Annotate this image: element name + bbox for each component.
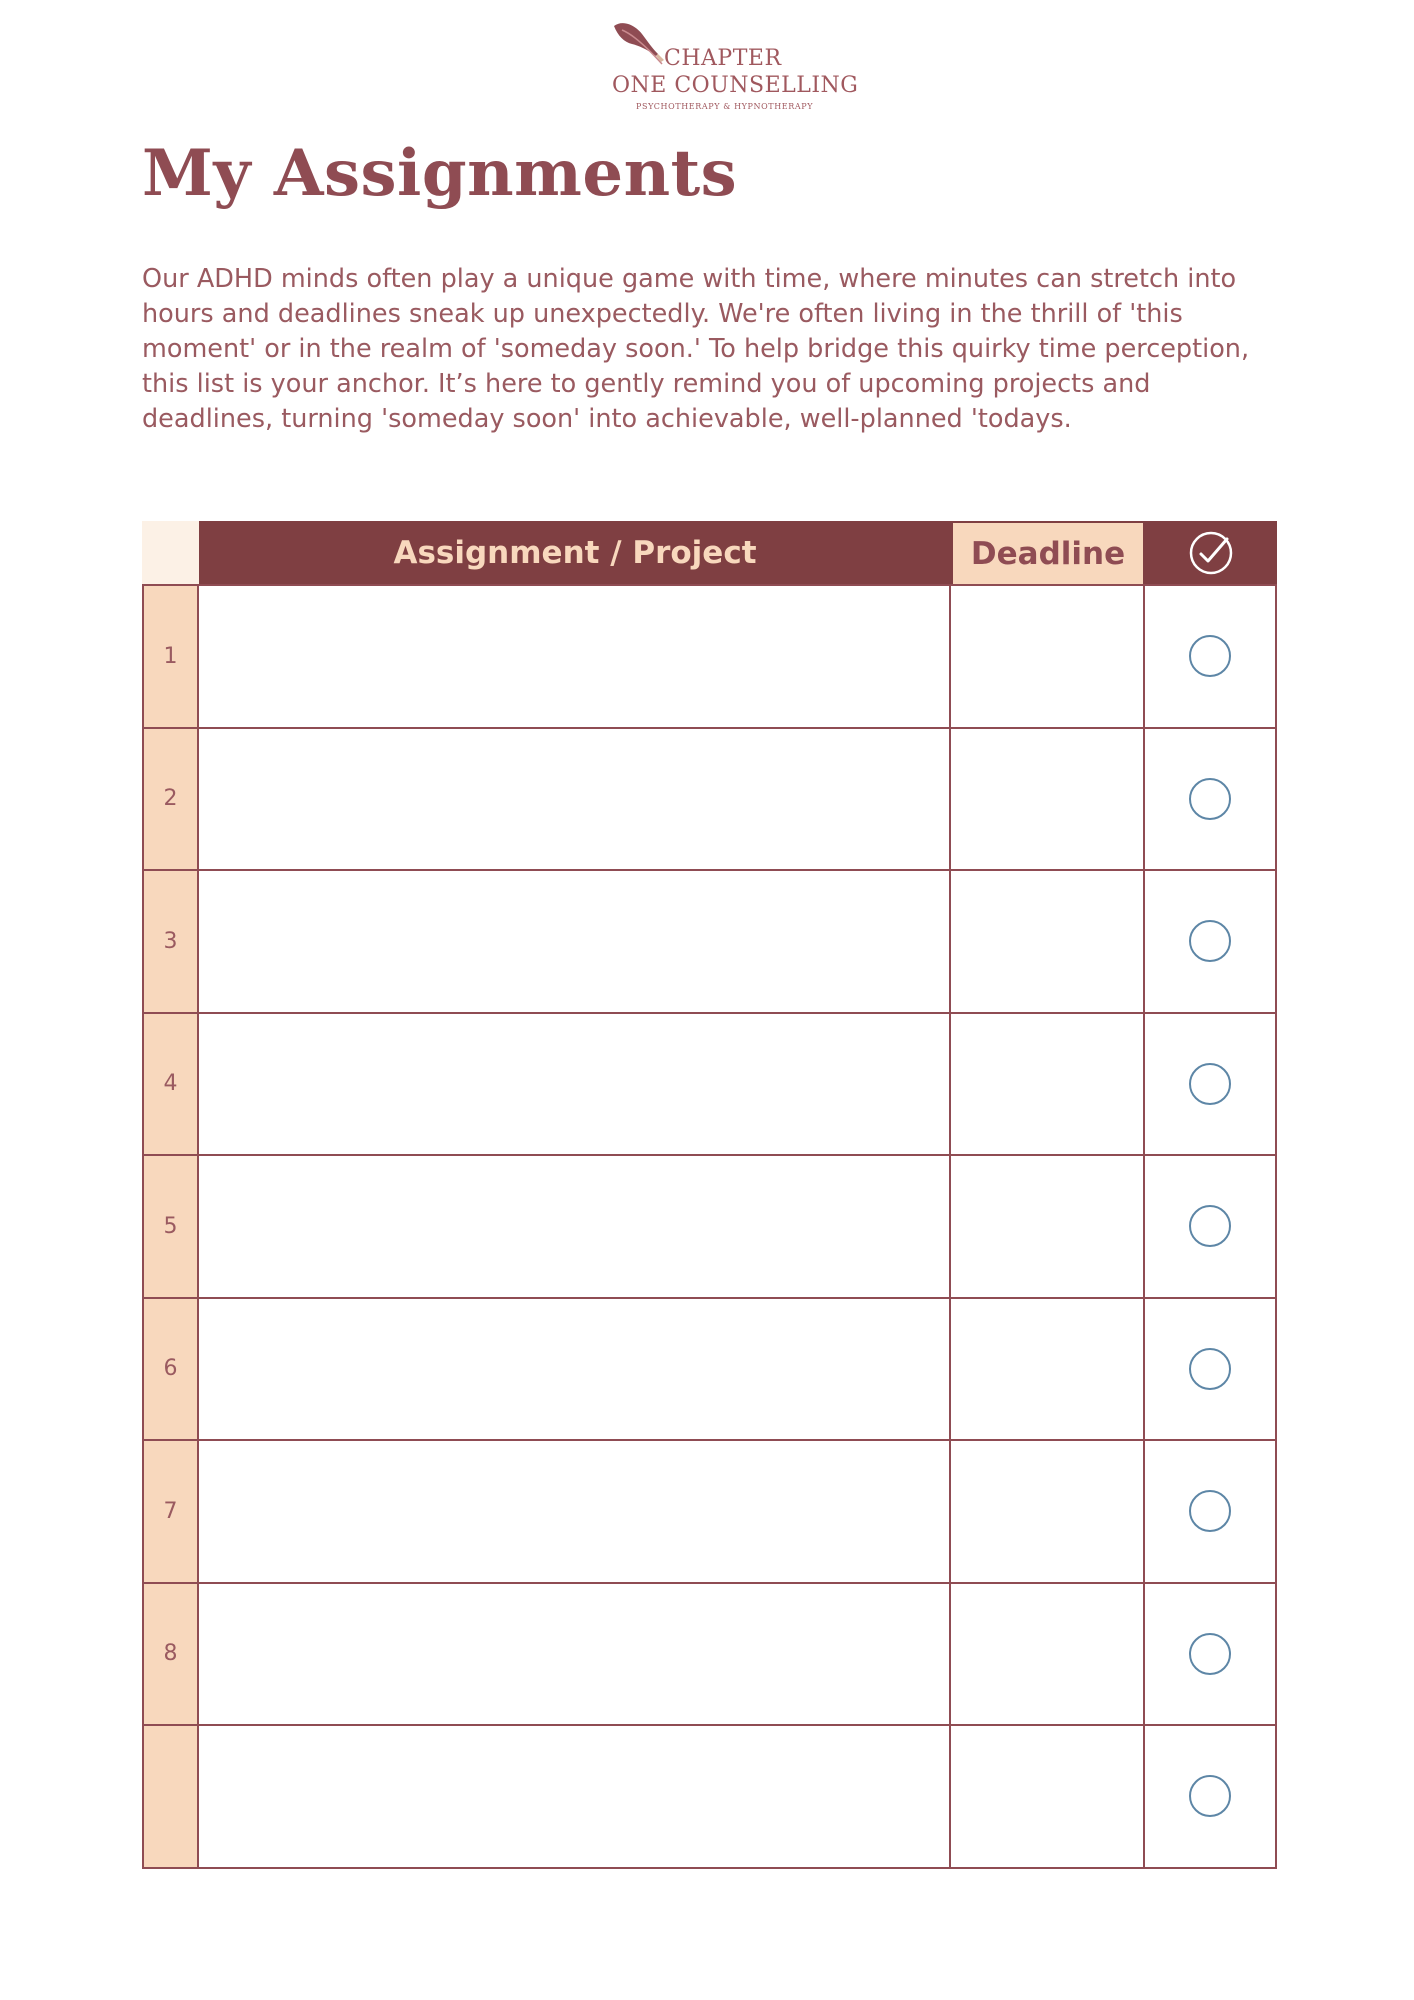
- table-row: [144, 1297, 1275, 1440]
- table-row: [144, 869, 1275, 1012]
- check-circle-icon: [1187, 529, 1235, 577]
- header-assignment: Assignment / Project: [199, 521, 951, 584]
- done-cell: [1145, 1014, 1275, 1155]
- assignment-cell[interactable]: [199, 1726, 951, 1867]
- assignment-cell[interactable]: [199, 586, 951, 727]
- done-checkbox[interactable]: [1189, 635, 1231, 677]
- row-number: 8: [144, 1584, 199, 1725]
- deadline-cell[interactable]: [951, 1441, 1145, 1582]
- deadline-cell[interactable]: [951, 1726, 1145, 1867]
- row-number: 1: [144, 586, 199, 727]
- logo-line-1: CHAPTER: [664, 46, 782, 71]
- assignment-cell[interactable]: [199, 1441, 951, 1582]
- assignment-cell[interactable]: [199, 871, 951, 1012]
- row-number: 6: [144, 1299, 199, 1440]
- logo-line-2: ONE COUNSELLING: [612, 73, 859, 98]
- deadline-cell[interactable]: [951, 1014, 1145, 1155]
- assignment-cell[interactable]: [199, 1584, 951, 1725]
- assignment-cell[interactable]: [199, 1014, 951, 1155]
- done-checkbox[interactable]: [1189, 1633, 1231, 1675]
- done-cell: [1145, 729, 1275, 870]
- table-row: [144, 1582, 1275, 1725]
- logo-tagline: PSYCHOTHERAPY & HYPNOTHERAPY: [636, 102, 814, 111]
- row-number: 2: [144, 729, 199, 870]
- done-checkbox[interactable]: [1189, 1348, 1231, 1390]
- table-row: [144, 1012, 1275, 1155]
- table-row: [144, 584, 1275, 727]
- done-cell: [1145, 1299, 1275, 1440]
- deadline-cell[interactable]: [951, 1299, 1145, 1440]
- feather-icon: [612, 20, 672, 70]
- deadline-cell[interactable]: [951, 1584, 1145, 1725]
- done-checkbox[interactable]: [1189, 1490, 1231, 1532]
- row-number: 3: [144, 871, 199, 1012]
- row-number: 5: [144, 1156, 199, 1297]
- assignments-table: [142, 521, 1277, 1869]
- done-cell: [1145, 1584, 1275, 1725]
- header-number-cell: [142, 521, 199, 584]
- assignment-cell[interactable]: [199, 1299, 951, 1440]
- row-number: [144, 1726, 199, 1867]
- done-checkbox[interactable]: [1189, 920, 1231, 962]
- header-deadline: Deadline: [951, 521, 1145, 584]
- row-number: 4: [144, 1014, 199, 1155]
- intro-paragraph: Our ADHD minds often play a unique game with time, where minutes can stretch into hours and deadlines sneak up unexpectedly. We're often living in the thrill of 'this moment' or in the realm of 'someday soon.' To help bridge this quirky time perception, this list is your anchor. It’s here to gently remind you of upcoming projects and deadlines, turning 'someday soon' into achievable, well-planned 'todays.: [142, 264, 1250, 434]
- done-checkbox[interactable]: [1189, 778, 1231, 820]
- table-row: [144, 1724, 1275, 1867]
- done-cell: [1145, 1726, 1275, 1867]
- deadline-cell[interactable]: [951, 871, 1145, 1012]
- row-number: 7: [144, 1441, 199, 1582]
- done-checkbox[interactable]: [1189, 1205, 1231, 1247]
- page-title: My Assignments: [142, 136, 738, 211]
- deadline-cell[interactable]: [951, 729, 1145, 870]
- done-cell: [1145, 1441, 1275, 1582]
- done-cell: [1145, 586, 1275, 727]
- done-cell: [1145, 871, 1275, 1012]
- table-row: [144, 727, 1275, 870]
- table-row: [144, 1439, 1275, 1582]
- assignment-cell[interactable]: [199, 729, 951, 870]
- deadline-cell[interactable]: [951, 1156, 1145, 1297]
- deadline-cell[interactable]: [951, 586, 1145, 727]
- done-checkbox[interactable]: [1189, 1775, 1231, 1817]
- table-row: [144, 1154, 1275, 1297]
- brand-logo: [600, 18, 860, 118]
- table-header-row: [142, 521, 1277, 584]
- table-body: [142, 584, 1277, 1869]
- done-checkbox[interactable]: [1189, 1063, 1231, 1105]
- header-done: [1145, 521, 1277, 584]
- done-cell: [1145, 1156, 1275, 1297]
- assignment-cell[interactable]: [199, 1156, 951, 1297]
